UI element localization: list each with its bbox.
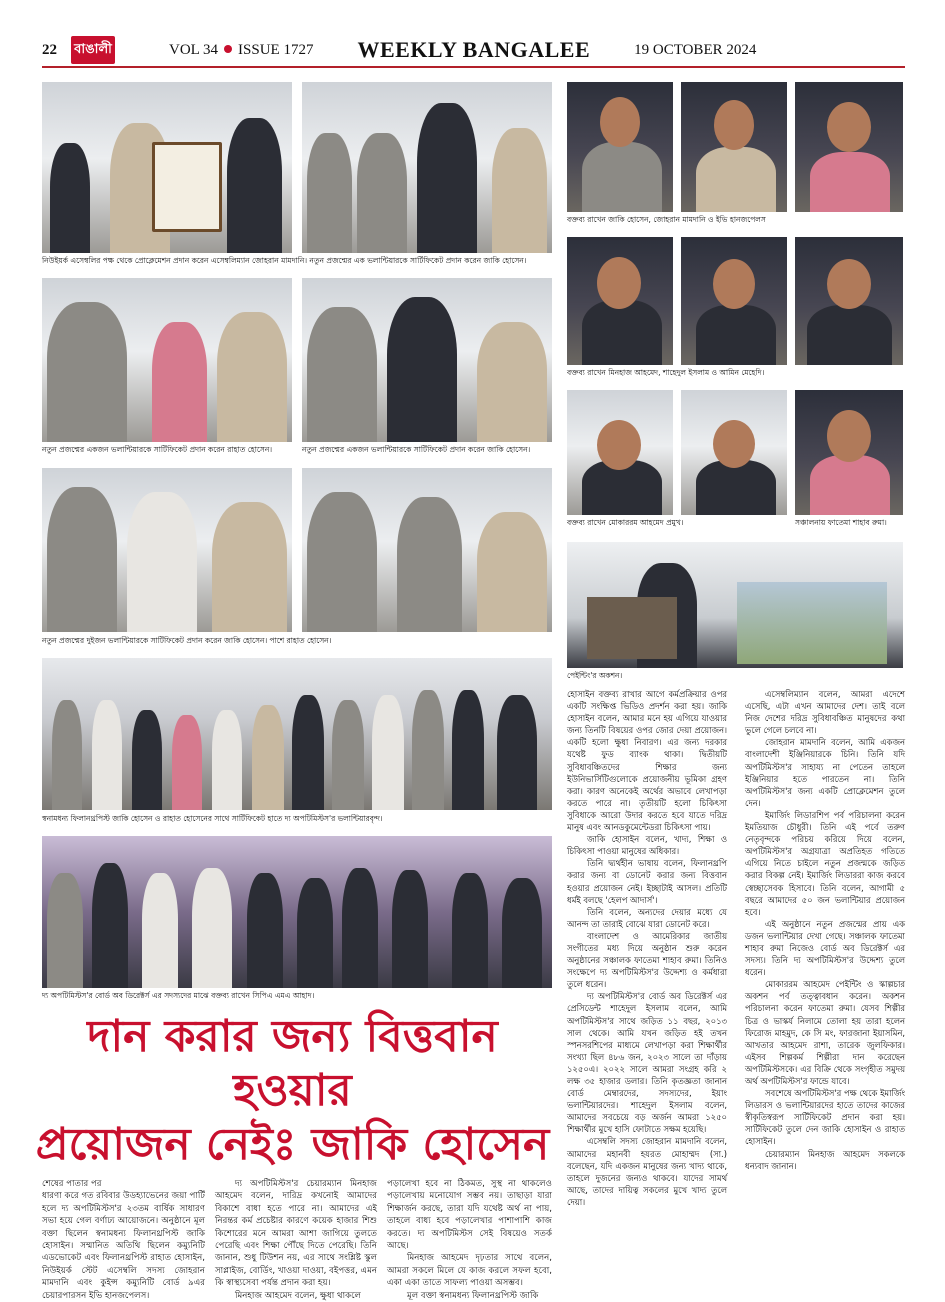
article-paragraph: মিনহাজ আহমেদ বলেন, ক্ষুধা থাকলে [235,1290,361,1301]
photo-speaker-amin [795,237,903,365]
article-paragraph: তিনি বলেন, অন্যদের দেয়ার মধ্যে যে আনন্দ তা তারাই বোঝে যারা ডোনেট করে। [567,906,727,929]
article-paragraph: ইমার্জিং লিডারশিপ পর্ব পরিচালনা করেন ইমতিয়াজ চৌধুরী। তিনি এই পর্বে তরুণ নেতৃবৃন্দকে পরিচয় করিয়ে দিয়ে বলেন, অপটিমিস্টস'র অগ্রযাত্রা অপ্রতিহত গতিতে এগিয়ে নিতে চাইলে নতুন প্রজন্মকে জড়িত করার বিকল্প নেই। ইমার্জিং লিডাররা কাজ করবে স্বেচ্ছাসেবক হিসাবে। তিনি বলেন, আগামী ৫ বছরে আমাদের ৫০ জন ভলান্টিয়ার প্রয়োজন হবে। [745,809,905,917]
photo-proclamation [42,82,292,253]
volume: VOL 34 [169,41,219,58]
volume-issue [169,42,313,59]
article-column-5 [745,688,905,1172]
photo-board-group [42,836,552,988]
photo-speaker-evie [795,82,903,212]
photo-caption: নতুন প্রজন্মের একজন ভলান্টিয়ারকে সার্টিফিকেট প্রদান করেন জাকি হোসেন। [302,445,552,455]
issue: ISSUE 1727 [238,41,314,58]
photo-host-ruma [795,390,903,515]
headline-line-1: দান করার জন্য বিত্তবান হওয়ার [87,1011,498,1116]
header-rule [42,66,905,68]
masthead [42,36,905,64]
photo-caption: বক্তব্য রাখেন মোকাররম আহমেদ প্রমুখ। [567,518,787,528]
article-paragraph: হোসাইন বক্তব্য রাখার আগে কর্মপ্রক্রিয়ার ওপর একটি সংক্ষিপ্ত ভিডিও প্রদর্শন করা হয়। জাকি হোসাইন বলেন, আমার মনে হয় এগিয়ে যাওয়ার জন্য তিনটি বিষয়ের ওপর জোর দেয়া প্রয়োজন। একটি হলো ক্ষুধা নিবারণ। এর জন্য দরকার যথেষ্ট ফুড ব্যাংক থাকা। দ্বিতীয়টি সুবিধাবঞ্চিতদের শিক্ষার জন্য ইউনিভার্সিটিগুলোকে প্রয়োজনীয় ভূমিকা গ্রহণ করা। কারণ অনেকেই অর্থের অভাবে লেখাপড়া করতে পারে না। তৃতীয়টি হলো চিকিৎসা সুবিধাকে আরো উদার করতে হবে যাতে দরিদ্র মানুষ এবং আনডকুমেন্টেডরা চিকিৎসা পায়। [567,689,727,833]
article-paragraph: দ্য অপটিমিস্টস'র চেয়ারম্যান মিনহাজ আহমেদ বলেন, দারিদ্র কখনোই আমাদের বিকাশে বাধা হতে পারে না। আমাদের এই নিরন্তর কর্ম প্রচেষ্টার কারণে কয়েক হাজার শিশু কিশোরের মনে আমরা আশা জাগিয়ে তুলতে পেরেছি এবং শিক্ষা পৌঁছে দিতে পেরেছি। তিনি জানান, শুধু টিউশন নয়, এর সাথে সংশ্লিষ্ট স্কুল সাপ্লাইজ, বোর্ডিং, খাওয়া দাওয়া, বইপত্তর, এমন কি স্বাস্থ্যসেবা পর্যন্ত প্রদান করা হয়। [215,1179,377,1289]
issue-date: 19 OCTOBER 2024 [634,41,757,58]
article-paragraph: মিনহাজ আহমেদ দৃঢ়তার সাথে বলেন, আমরা সকলে মিলে যে কাজ করলে সফল হবো, একা একা তাতে সাফল্য পাওয়া অসম্ভব। [387,1253,552,1289]
article-paragraph: জাকি হোসাইন বলেন, খাদ্য, শিক্ষা ও চিকিৎসা পাওয়া মানুষের অধিকার। [567,834,727,857]
photo-speaker-minhaz [567,237,673,365]
photo-caption: দ্য অপটিমিস্টস'র বোর্ড অব ডিরেক্টর্স এর সদস্যদের মাঝে বক্তব্য রাখেন সিপিএ এমএ আহাদ। [42,991,552,1001]
photo-speaker-imtiaz [681,390,787,515]
photo-caption: স্বনামধন্য ফিলানথ্রপিস্ট জাকি হোসেন ও রাহাত হোসেনের সাথে সার্টিফিকেট হাতে দ্য অপটিমিস্টস'র ভলান্টিয়ারবৃন্দ। [42,814,552,824]
article-column-1 [42,1178,205,1302]
photo-speaker-mokarram [567,390,673,515]
lead-article [30,1010,555,1302]
article-paragraph: ধারণা করে গত রবিবার উডহ্যাভেনের জয়া পার্টি হলে দ্য অপটিমিস্টস'র ২৩তম বার্ষিক সাধারণ সভা হয়ে গেল বর্ণাঢ্য আয়োজনে। অনুষ্ঠানে মূল বক্তা ছিলেন স্বনামধন্য ফিলানথ্রপিস্ট জাকি হোসাইন। সম্মানিত অতিথি ছিলেন কম্যুনিটি এডভোকেট এবং ফিলানথ্রপিস্ট রাহাত হোসাইন, নিউইয়র্ক স্টেট এসেম্বলি সদস্য জোহরান মামদানি এবং কুইন্স কম্যুনিটি বোর্ড ৯এর চেয়ারপারসন ইভি হানজপেলস। [42,1191,205,1301]
photo-painting-auction [567,542,903,668]
article-paragraph: মূল বক্তা স্বনামধন্য ফিলানথ্রপিস্ট জাকি [407,1290,539,1301]
headline [30,1010,555,1172]
photo-caption: নতুন প্রজন্মের দুইজন ভলান্টিয়ারকে সার্টিফিকেট প্রদান করেন জাকি হোসেন। পাশে রাহাত হোসেন। [42,636,552,646]
publication-title: WEEKLY BANGALEE [357,37,591,62]
article-paragraph: চেয়ারম্যান মিনহাজ আহমেদ সকলকে ধন্যবাদ জানান। [745,1148,905,1171]
photo-caption: নতুন প্রজন্মের একজন ভলান্টিয়ারকে সার্টিফিকেট প্রদান করেন রাহাত হোসেন। [42,445,292,455]
article-paragraph: মোকাররম আহমেদ পেইন্টিং ও স্কাল্পচার অকশন পর্ব তত্ত্বাবধান করেন। অকশন পরিচালনা করেন ফাতেমা রুমা। যেসব শিল্পীর চিত্র ও ভাস্কর্য নিলামে তোলা হয় তারা হলেন ফিরোজ মাহমুদ, কে সি মং, ফারজানা ইয়াসমিন, আখতার আহমেদ রাশা, তারেক জুলফিকার। এইসব শিল্পকর্ম শিল্পীরা দান করেছেন অপটিমিস্টসকে। এর বিক্রি থেকে সংগৃহীত সমুদয় অর্থ অপটিমিস্টস'র ফান্ডে যাবে। [745,979,905,1086]
article-paragraph: এসেম্বলি সদস্য জোহরান মামদানি বলেন, আমাদের মহানবী হযরত মোহাম্মদ (সা.) বলেছেন, যদি একজন মানুষের জন্য খাদ্য থাকে, তাহলে দুজনের জন্যও থাকবে। যাদের সামর্থ আছে, তাদের দায়িত্ব সকলের মুখে খাদ্য তুলে দেয়া। [567,1136,727,1207]
photo-certificate-4 [42,468,292,632]
photo-certificate-2 [42,278,292,442]
photo-caption: নিউইয়র্ক এসেম্বলির পক্ষ থেকে প্রোক্লেমেশন প্রদান করেন এসেম্বলিম্যান জোহরান মামদানি। নতুন প্রজন্মের এক ভলান্টিয়ারকে সার্টিফিকেট প্রদান করেন জাকি হোসেন। [42,256,552,266]
photo-speaker-zohran [681,82,787,212]
photo-speaker-zaki [567,82,673,212]
article-paragraph: তিনি দ্ব্যর্থহীন ভাষায় বলেন, ফিলানথ্রপি করার জন্য বা ডোনেট করার জন্য বিত্তবান হওয়ার প্রয়োজন নেই। ইচ্ছাটাই আসল। প্রতিটি ধর্মই বলছে 'হেলপ আদার্স'। [567,858,727,905]
page-number: 22 [42,41,57,58]
article-paragraph: জোহরান মামদানি বলেন, আমি একজন বাংলাদেশী ইঞ্জিনিয়ারকে চিনি। তিনি যদি অপটিমিস্টস'র সাহায্য না পেতেন তাহলে ইঞ্জিনিয়ার হতে পারতেন না। তিনি অপটিমিস্টস'র জন্য একটি প্রোক্লেমেশন তুলে দেন। [745,737,905,808]
article-column-4 [567,688,727,1208]
photo-caption: বক্তব্য রাখেন মিনহাজ আহমেদ, শাহেদুল ইসলাম ও আমিন মেহেদি। [567,368,903,378]
article-paragraph: পড়ালেখা হবে না ঠিকমত, সুস্থ না থাকলেও পড়ালেখায় মনোযোগ সম্ভব নয়। তাছাড়া যারা শিক্ষার্জন করছে, তারা যদি যথেষ্ট অর্থ না পায়, তাহলে বাধ্য হবে পড়ালেখার পাশাপাশি কাজ করতে। দ্য অপটিমিস্টস সেই বিষয়েও সতর্ক আছে। [387,1179,552,1252]
article-paragraph: দ্য অপটিমিস্টস'র বোর্ড অব ডিরেক্টর্স এর প্রেসিডেন্ট শাহেদুল ইসলাম বলেন, আমি অপটিমিস্টস'র সাথে জড়িত ১১ বছর, ২০১৩ সাল থেকে। আমি যখন জড়িত হই তখন স্পনসরশিপের মাধ্যমে লেখাপড়া করা শিক্ষার্থীর সংখ্যা ছিল ৪৮৬ জন, ২০২৩ সালে তা দাঁড়ায় ১২৫০এ। ২০২২ সালে আমরা সংগ্রহ করি ২ লক্ষ ৩৫ হাজার ডলার। তিনি কৃতজ্ঞতা জানান বোর্ড মেম্বারদের, সদস্যদের, ইয়াং ভলান্টিয়ারদের। শাহেদুল ইসলাম বলেন, আমাদের সবচেয়ে বড় অর্জন আমরা ১২৫০ শিক্ষার্থীর মুখে হাসি ফোটাতে সক্ষম হয়েছি। [567,991,727,1135]
photo-volunteers-group [42,658,552,810]
article-column-2 [215,1178,377,1302]
right-article [567,688,905,1208]
photo-speaker-shahedul [681,237,787,365]
photo-caption: সঞ্চালনায় ফাতেমা শাহাব রুমা। [795,518,903,528]
article-column-3 [387,1178,552,1302]
bullet-icon [224,45,232,53]
photo-caption: পেইন্টিং'র অকশন। [567,671,903,681]
article-paragraph: বাংলাদেশ ও আমেরিকার জাতীয় সংগীতের মধ্য দিয়ে অনুষ্ঠান শুরু করেন অনুষ্ঠানের সঞ্চালক ফাতেমা শাহাব রুমা। তিনিও সংক্ষেপে দ্য অপটিমিস্টস'র উদ্দেশ্য ও কর্মধারা তুলে ধরেন। [567,930,727,990]
newspaper-logo: বাঙালী [71,36,115,64]
photo-caption: বক্তব্য রাখেন জাকি হোসেন, জোহরান মামদানি ও ইভি হানজপেলস [567,215,903,225]
article-paragraph: এসেম্বলিম্যান বলেন, আমরা এদেশে এসেছি, এটা এখন আমাদের দেশ। তাই বলে নিজ দেশের দরিদ্র সুবিধাবঞ্চিত মানুষদের কথা ভুলে গেলে চলবে না। [745,689,905,736]
article-paragraph: সবশেষে অপটিমিস্টস'র পক্ষ থেকে ইমার্জিং লিডারস ও ভলান্টিয়ারদের হাতে তাদের কাজের স্বীকৃতিস্বরূপ সার্টিফিকেট প্রদান করা হয়। সার্টিফিকেট তুলে দেন জাকি হোসাইন ও রাহাত হোসাইন। [745,1088,905,1147]
photo-certificate-1 [302,82,552,253]
continued-label: শেষের পাতার পর [42,1179,102,1189]
headline-line-2: প্রয়োজন নেইঃ জাকি হোসেন [35,1119,550,1170]
photo-certificate-3 [302,278,552,442]
photo-certificate-5 [302,468,552,632]
article-paragraph: এই অনুষ্ঠানে নতুন প্রজন্মের প্রায় এক ডজন ভলান্টিয়ার দেখা গেছে। সঞ্চালক ফাতেমা শাহাব রুমা নিজেও বোর্ড অব ডিরেক্টর্স এর সদস্য। তিনি দ্য অপটিমিস্টস'র উদ্দেশ্য তুলে ধরেন। [745,918,905,978]
